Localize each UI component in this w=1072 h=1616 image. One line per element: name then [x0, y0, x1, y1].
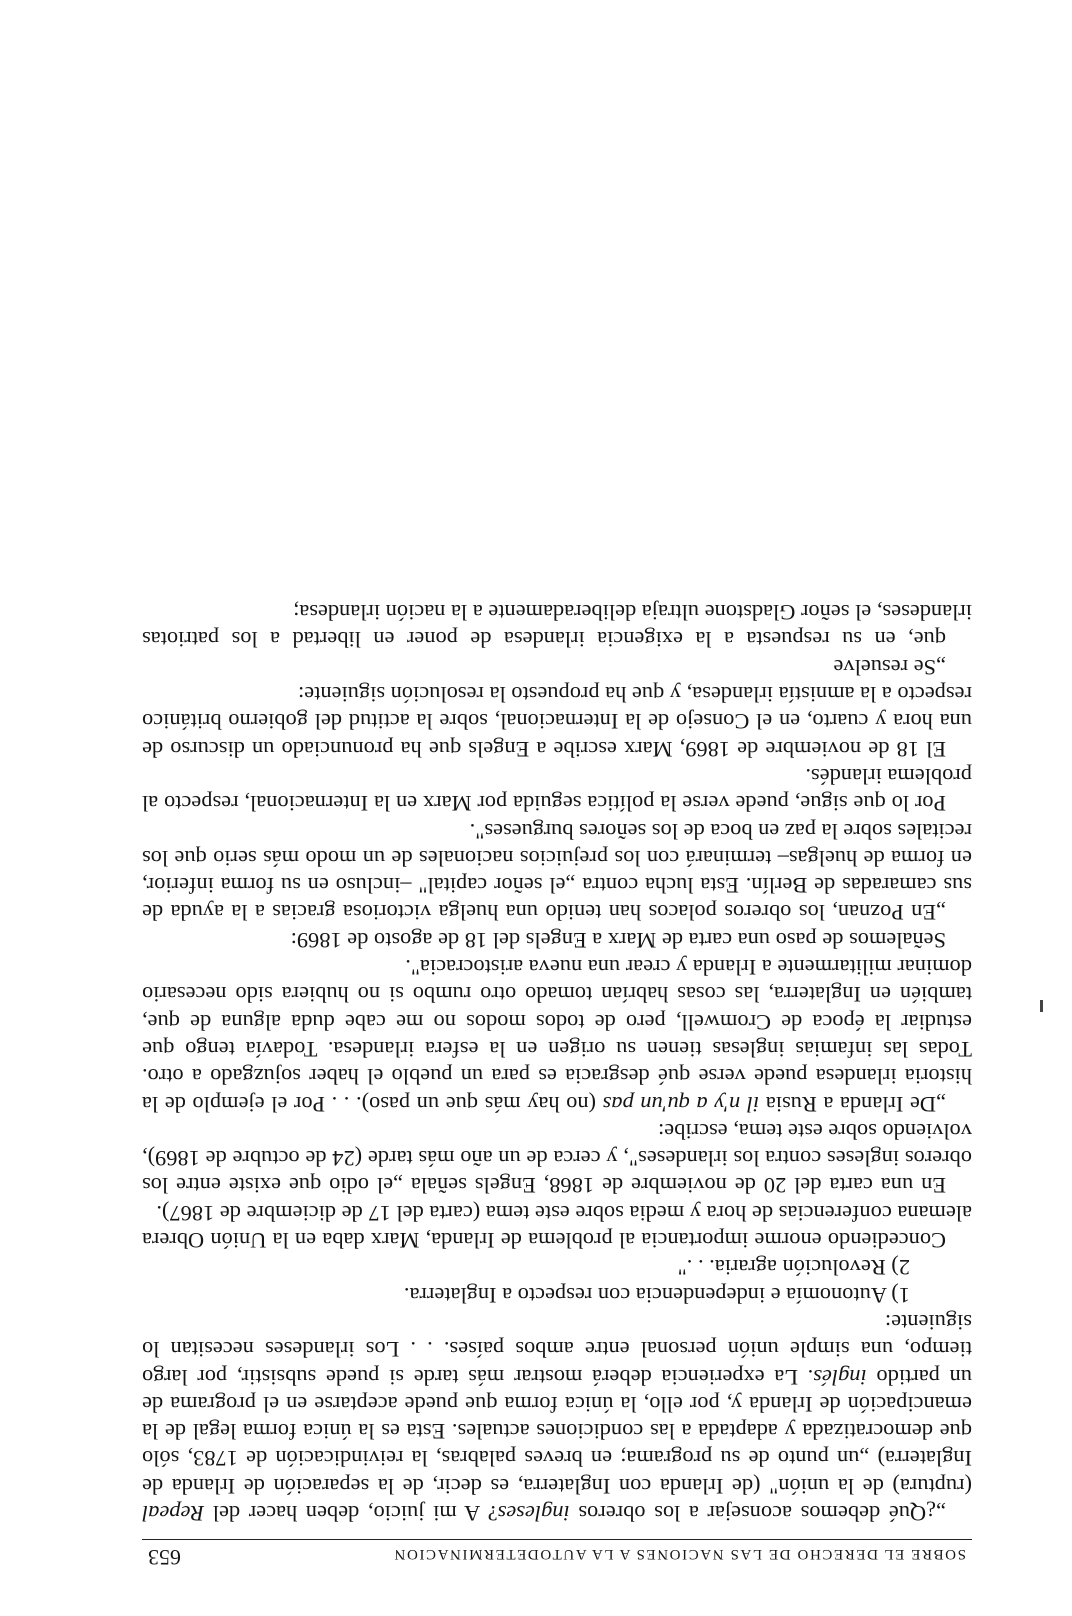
list-item-agrarian-revolution: 2) Revolución agraria. . ." [677, 1255, 910, 1281]
running-title: SOBRE EL DERECHO DE LAS NACIONES A LA AUTODETERMINACION [392, 1546, 966, 1562]
paragraph-marx-letter-aside: Señalemos de paso una carta de Marx a Engels del 18 de agosto de 1869: [290, 927, 946, 953]
running-head [142, 1539, 972, 1570]
list-item-autonomy: 1) Autonomía e independencia con respecto a Inglaterra. [403, 1282, 910, 1308]
paragraph-quote-engels: „¿Qué debemos aconsejar a los obreros ingleses? A mi juicio, deben hacer del Repeal (ruptura) de la unión" (de Irlanda con Inglaterra, es decir, de la separación de Irlanda de Inglaterra) „un punto de su programa; en breves palabras, la reivindicación de 1783, sólo que democratizada y adaptada a las condiciones actuales. Esta es la única forma legal de la emancipación de Irlanda y, por ello, la única forma que puede aceptarse en el programa de un partido inglés. La experiencia deberá mostrar más tarde si puede subsistir, por largo tiempo, una simple unión personal entre ambos países. . . Los irlandeses necesitan lo siguiente: [141, 1309, 972, 1526]
paragraph-marx-speech: El 18 de noviembre de 1869, Marx escribe a Engels que ha pronunciado un discurso de una hora y cuarto, en el Consejo de la Internacional, sobre la actitud del gobierno británico respecto a la amnistía irlandesa, y que ha propuesto la resolución siguiente: [142, 682, 972, 762]
body-text [142, 599, 972, 1527]
paragraph-resolution-heading: „Se resuelve [833, 654, 946, 680]
paragraph-marx-conferences: Concediendo enorme importancia al problema de Irlanda, Marx daba en la Unión Obrera alemana conferencias de hora y media sobre este tema (carta del 17 de diciembre de 1867). [142, 1200, 972, 1254]
paragraph-engels-letter: En una carta del 20 de noviembre de 1868, Engels señala „el odio que existe entre los obreros ingleses contra los irlandeses", y cerca de un año más tarde (24 de octubre de 1869), volviendo sobre este tema, escribe: [142, 1118, 972, 1199]
page-number: 653 [148, 1545, 181, 1570]
paragraph-quote-poznan: „En Poznan, los obreros polacos han tenido una huelga victoriosa gracias a la ayuda de sus camaradas de Berlín. Esta lucha contra „el señor capital" –incluso en su forma inferior, en forma de huelgas– terminará con los prejuicios nacionales de un modo más serio que los recitales sobre la paz en boca de los señores burgueses". [142, 818, 972, 926]
paragraph-international-policy: Por lo que sigue, puede verse la política seguida por Marx en la Internacional, respecto al problema irlandés. [142, 763, 972, 817]
paragraph-resolution-text: que, en su respuesta a la exigencia irlandesa de poner en libertad a los patriotas irlandeses, el señor Gladstone ultraja deliberadamente a la nación irlandesa; [142, 600, 972, 653]
paragraph-quote-ireland-russia: „De Irlanda a Rusia il n'y a qu'un pas (no hay más que un paso). . . Por el ejemplo de la historia irlandesa puede verse qué desgracia es para un pueblo el haber sojuzgado a otro. Todas las infamias inglesas tienen su origen en la esfera irlandesa. Todavía tengo que estudiar la época de Cromwell, pero de todos modos no me cabe duda alguna de que, también en Inglaterra, las cosas habrían tomado otro rumbo si no hubiera sido necesario dominar militarmente a Irlanda y crear una nueva aristocracia". [141, 955, 972, 1117]
text-block [142, 599, 972, 1570]
scan-edge-mark [1040, 1000, 1043, 1012]
